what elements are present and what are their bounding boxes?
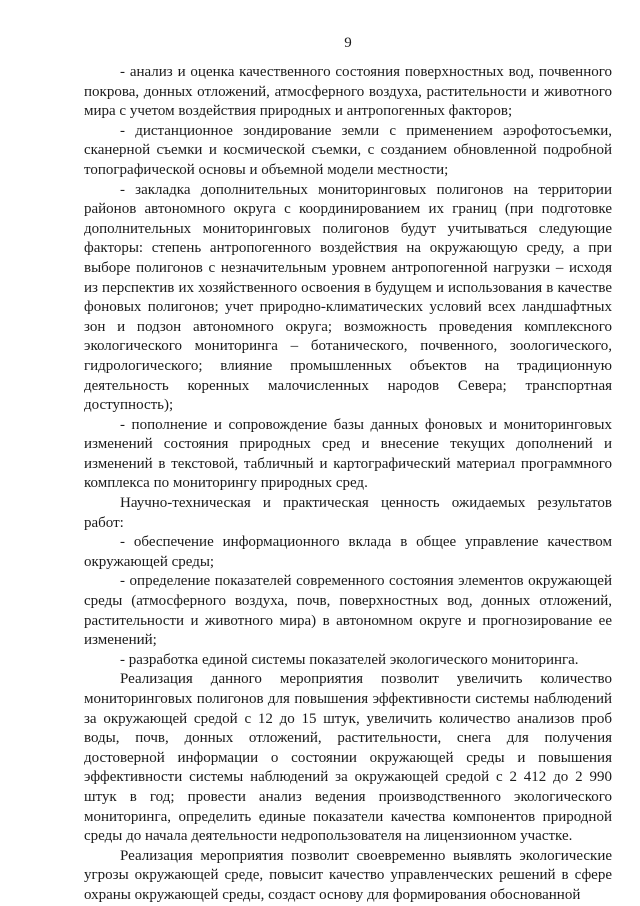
paragraph-remote-sensing: - дистанционное зондирование земли с применением аэрофотосъемки, сканерной съемки и космической съемки, с созданием обновленной подробной топографической основы и объемной модели местности;	[84, 122, 612, 178]
page-number: 9	[344, 35, 352, 51]
paragraph-implementation: Реализация данного мероприятия позволит увеличить количество мониторинговых полигонов для повышения эффективности системы наблюдений за окружающей средой с 12 до 15 штук, увеличить количество анализов проб воды, почв, донных отложений, растительности, снега для получения достоверной информации о состоянии окружающей среды и повышения эффективности системы наблюдений за окружающей средой с 2 412 до 2 990 штук в год; провести анализ ведения производственного экологического мониторинга, определить единые показатели качества компонентов природной среды до начала деятельности недропользователя на лицензионном участке.	[84, 671, 612, 845]
paragraph-database: - пополнение и сопровождение базы данных фоновых и мониторинговых изменений состояния природных сред и внесение текущих дополнений и изменений в текстовой, табличный и картографический материал программного комплекса по мониторингу природных сред.	[84, 416, 612, 492]
paragraph-unified-system: - разработка единой системы показателей экологического мониторинга.	[120, 651, 579, 668]
paragraph-value-intro: Научно-техническая и практическая ценность ожидаемых результатов работ:	[84, 495, 612, 531]
paragraph-info-contribution: - обеспечение информационного вклада в общее управление качеством окружающей среды;	[84, 534, 612, 570]
paragraph-threats: Реализация мероприятия позволит своевременно выявлять экологические угрозы окружающей среде, повысит качество управленческих решений в сфере охраны окружающей среды, создаст основу для формирования обоснованной	[84, 847, 612, 903]
paragraph-analysis: - анализ и оценка качественного состояния поверхностных вод, почвенного покрова, донных отложений, атмосферного воздуха, растительности и животного мира с учетом воздействия природных и антропогенных факторов;	[84, 64, 612, 120]
paragraph-indicators: - определение показателей современного состояния элементов окружающей среды (атмосферного воздуха, почв, поверхностных вод, донных отложений, растительности и животного мира) в автономном округе и прогнозирование ее изменений;	[84, 573, 612, 649]
paragraph-monitoring-polygons: - закладка дополнительных мониторинговых полигонов на территории районов автономного округа с координированием их границ (при подготовке дополнительных мониторинговых полигонов будут учитываться следующие факторы: степень антропогенного воздействия на окружающую среду, а при выборе полигонов с незначительным уровнем антропогенной нагрузки – исходя из перспектив их хозяйственного освоения в будущем и использования в качестве фоновых полигонов; учет природно-климатических условий всех ландшафтных зон и подзон автономного округа; возможность проведения комплексного экологического мониторинга – ботанического, почвенного, зоологического, гидрологического; влияние промышленных объектов на традиционную деятельность коренных малочисленных народов Севера; транспортная доступность);	[84, 181, 612, 414]
